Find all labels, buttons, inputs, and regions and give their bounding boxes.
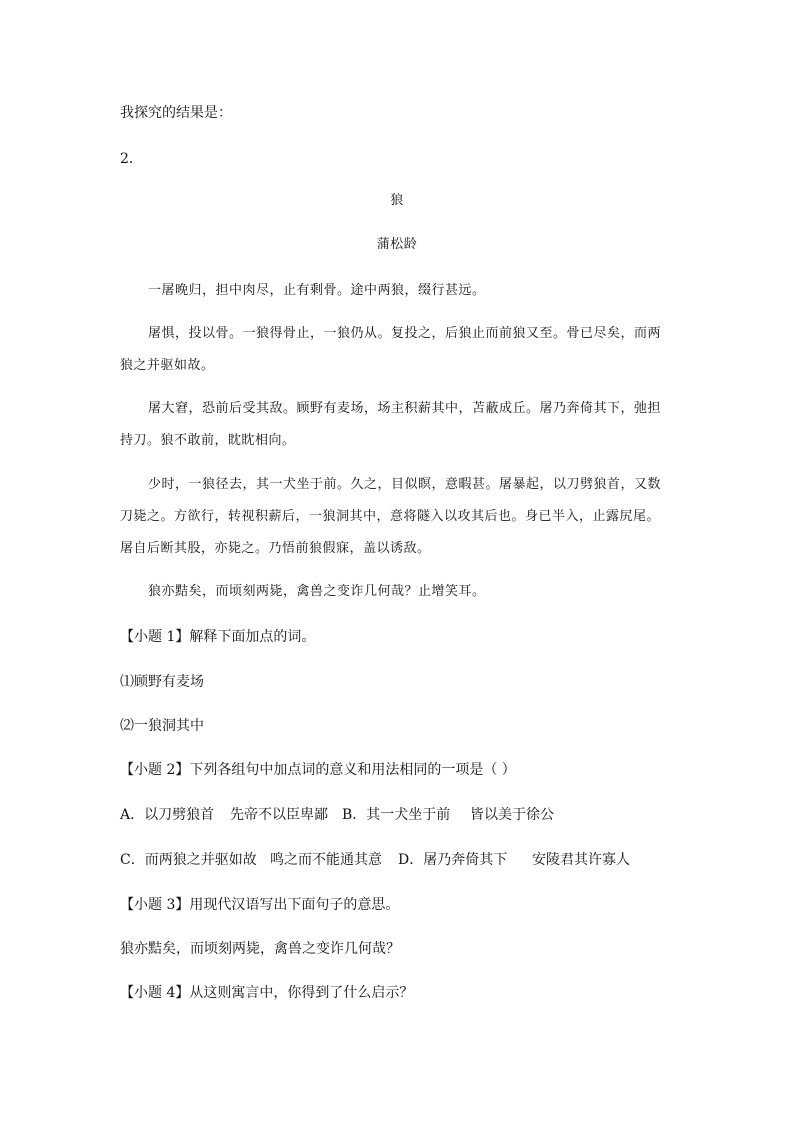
option-d-sentence-2: 安陵君其许寡人	[532, 852, 630, 868]
question-1-title: 【小题 1】解释下面加点的词。	[120, 629, 316, 645]
question-2-title: 【小题 2】下列各组句中加点词的意义和用法相同的一项是（ ）	[120, 762, 516, 778]
question-4-title: 【小题 4】从这则寓言中，你得到了什么启示？	[120, 985, 414, 1001]
passage-author: 蒲松龄	[376, 237, 418, 252]
passage-paragraph-4-line-1: 少时，一狼径去，其一犬坐于前。久之，目似瞑，意暇甚。屠暴起，以刀劈狼首，又数	[148, 477, 662, 492]
option-c-sentence-2: 鸣之而不能通其意	[270, 852, 382, 868]
option-a-sentence-2: 先帝不以臣卑鄙	[230, 807, 328, 823]
passage-paragraph-3-line-2: 持刀。狼不敢前，眈眈相向。	[120, 433, 296, 448]
option-b-sentence-2: 皆以美于徐公	[470, 807, 554, 823]
passage-title: 狼	[390, 193, 404, 208]
option-b-sentence-1: B．其一犬坐于前	[342, 807, 451, 823]
result-line: 我探究的结果是：	[120, 105, 232, 121]
question-3-title: 【小题 3】用现代汉语写出下面句子的意思。	[120, 897, 400, 913]
question-1-item-2: ⑵一狼洞其中	[120, 718, 204, 734]
question-1-item-1: ⑴顾野有麦场	[120, 674, 204, 690]
option-a-sentence-1: A．以刀劈狼首	[120, 807, 215, 823]
passage-paragraph-2-line-2: 狼之并驱如故。	[120, 358, 215, 373]
option-c-sentence-1: C．而两狼之并驱如故	[120, 852, 257, 868]
passage-paragraph-2-line-1: 屠惧，投以骨。一狼得骨止，一狼仍从。复投之，后狼止而前狼又至。骨已尽矣，而两	[148, 326, 662, 341]
passage-paragraph-5: 狼亦黠矣，而顷刻两毙，禽兽之变诈几何哉？止增笑耳。	[148, 584, 486, 599]
question-number: 2．	[120, 151, 143, 167]
option-d-sentence-1: D．屠乃奔倚其下	[398, 852, 508, 868]
passage-paragraph-4-line-2: 刀毙之。方欲行，转视积薪后，一狼洞其中，意将隧入以攻其后也。身已半入，止露尻尾。	[120, 509, 661, 524]
passage-paragraph-4-line-3: 屠自后断其股，亦毙之。乃悟前狼假寐，盖以诱敌。	[120, 541, 431, 556]
passage-paragraph-3-line-1: 屠大窘，恐前后受其敌。顾野有麦场，场主积薪其中，苫蔽成丘。屠乃奔倚其下，弛担	[148, 401, 662, 416]
passage-paragraph-1: 一屠晚归，担中肉尽，止有剩骨。途中两狼，缀行甚远。	[148, 283, 486, 298]
question-3-sentence: 狼亦黠矣，而顷刻两毙，禽兽之变诈几何哉？	[120, 941, 400, 957]
